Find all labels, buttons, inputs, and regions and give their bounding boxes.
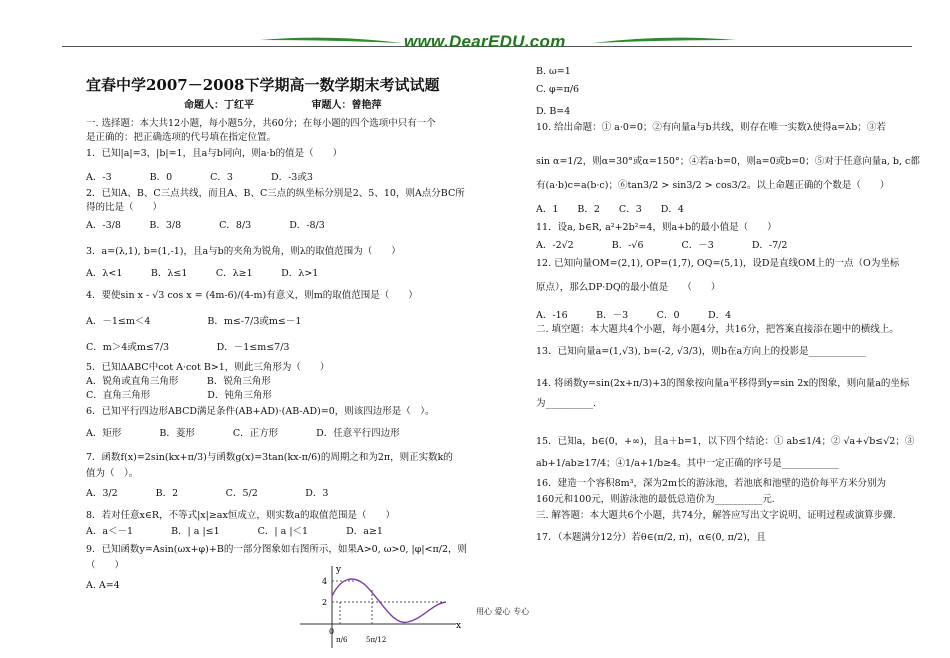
text-line: 三. 解答题：本大题共6个小题，共74分，解答应写出文字说明、证明过程或演算步骤. [536,510,896,521]
text-line: C. φ=π/6 [536,84,580,95]
text-line: B. ω=1 [536,66,571,77]
text-line: A．-16 B．－3 C．0 D．4 [536,310,732,321]
text-line: A. A=4 [86,580,120,591]
text-line: A．矩形 B．菱形 C．正方形 D．任意平行四边形 [86,428,400,439]
author: 命题人：丁红平 [184,100,254,111]
text-line: A．锐角或直角三角形 B．锐角三角形 [86,376,271,387]
text-line: A．-3 B．0 C．3 D．-3或3 [86,172,313,183]
text-line: 7．函数f(x)=2sin(kx+π/3)与函数g(x)=3tan(kx-π/6)的周期之和为2π，则正实数k的 [86,452,453,463]
text-line: 16．建造一个容积8m³，深为2m长的游泳池，若池底和池壁的造价每平方米分别为 [536,478,887,489]
text-line: 15．已知a，b∈(0，+∞)，且a＋b=1，以下四个结论：① ab≤1/4；② √a+√b≤√2；③ [536,436,915,447]
text-line: 9．已知函数y=Asin(ωx+φ)+B的一部分图象如右图所示，如果A>0, ω>0, |φ|<π/2，则 [86,544,468,555]
y-label: y [336,565,342,575]
x-label: x [456,621,462,631]
text-line: ab+1/ab≥17/4；④1/a+1/b≥4。其中一定正确的序号是____________ [536,458,839,469]
tick-4: 4 [322,577,328,586]
text-line: （ ） [86,560,125,571]
text-line: 一. 选择题：本大共12小题，每小题5分，共60分；在每小题的四个选项中只有一个 [86,118,436,129]
text-line: 1．已知|a|=3，|b|=1，且a与b同向，则a·b的值是（ ） [86,148,343,159]
text-line: 有(a·b)c=a(b·c)；⑥tan3/2 > sin3/2 > cos3/2。以上命题正确的个数是（ ） [536,180,890,191]
text-line: 11．设a, b∈R, a²+2b²=4，则a+b的最小值是（ ） [536,222,777,233]
sine-graph [296,564,466,650]
text-line: A．3/2 B．2 C．5/2 D．3 [86,488,329,499]
text-line: 4．要使sin x - √3 cos x = (4m-6)/(4-m)有意义，则m的取值范围是（ ） [86,290,418,301]
text-line: 12. 已知向量OM=(2,1), OP=(1,7), OQ=(5,1)，设D是直线OM上的一点（O为坐标 [536,258,900,269]
text-line: A．λ<1 B．λ≤1 C．λ≥1 D．λ>1 [86,268,319,279]
text-line: A．1 B．2 C．3 D．4 [536,204,684,215]
text-line: 160元和100元，则游泳池的最低总造价为__________元. [536,494,775,505]
text-line: 是正确的：把正确选项的代号填在指定位置。 [86,132,277,143]
text-line: 5．已知ΔABC中cot A·cot B>1，则此三角形为（ ） [86,362,330,373]
text-line: 8．若对任意x∈R，不等式|x|≥ax恒成立，则实数a的取值范围是（ ） [86,510,395,521]
text-line: 二. 填空题：本大题共4个小题，每小题4分，共16分，把答案直接添在题中的横线上。 [536,324,899,335]
tick-5pi12: 5π/12 [366,636,387,644]
right-swoosh-icon [590,32,738,48]
page-title: 宜春中学2007－2008下学期高一数学期末考试试题 [86,76,440,94]
tick-0: 0 [329,627,335,636]
text-line: A．-3/8 B．3/8 C．8/3 D．-8/3 [86,220,325,231]
site-logo-text: www.DearEDU.com [404,32,566,51]
text-line: C．直角三角形 D．钝角三角形 [86,390,272,401]
text-line: 得的比是（ ） [86,202,163,213]
text-line: 为__________. [536,398,597,409]
tick-pi6: π/6 [336,636,348,644]
text-line: C．m＞4或m≤7/3 D．－1≤m≤7/3 [86,342,290,353]
tick-2: 2 [322,598,328,607]
text-line: 2．已知A、B、C三点共线，而且A、B、C三点的纵坐标分别是2、5、10，则A点分BC所 [86,188,465,199]
text-line: 10. 给出命题：① a·0=0；②有向量a与b共线，则存在唯一实数λ使得a=λb；③若 [536,122,886,133]
page-footer: 用心 爱心 专心 [476,607,530,616]
text-line: D. B=4 [536,106,571,117]
text-line: A．a＜－1 B．| a |≤1 C．| a |＜1 D．a≥1 [86,526,383,537]
reviewer: 审题人：曾艳萍 [311,100,382,111]
text-line: 13．已知向量a=(1,√3), b=(-2, √3/3)，则b在a方向上的投影是____________ [536,346,866,357]
text-line: A．-2√2 B．-√6 C．－3 D．-7/2 [536,240,788,251]
text-line: 17．（本题满分12分）若θ∈(π/2, π)，α∈(0, π/2)，且 [536,532,766,543]
text-line: 原点），那么DP·DQ的最小值是 （ ） [536,282,721,293]
sine-curve [332,579,446,622]
text-line: sin α=1/2，则α=30°或α=150°；④若a·b=0，则a=0或b=0；⑤对于任意向量a, b, c都 [536,156,920,167]
authors-line [184,96,435,111]
text-line: A．－1≤m＜4 B．m≤-7/3或m≤－1 [86,316,302,327]
text-line: 6．已知平行四边形ABCD满足条件(AB+AD)·(AB-AD)=0，则该四边形是（ ）。 [86,406,435,417]
text-line: 值为（ ）。 [86,468,139,479]
text-line: 3．a=(λ,1), b=(1,-1)，且a与b的夹角为锐角，则λ的取值范围为（ ） [86,246,401,257]
text-line: 14. 将函数y=sin(2x+π/3)+3的图象按向量a平移得到y=sin 2x的图象，则向量a的坐标 [536,378,910,389]
left-swoosh-icon [258,32,404,48]
